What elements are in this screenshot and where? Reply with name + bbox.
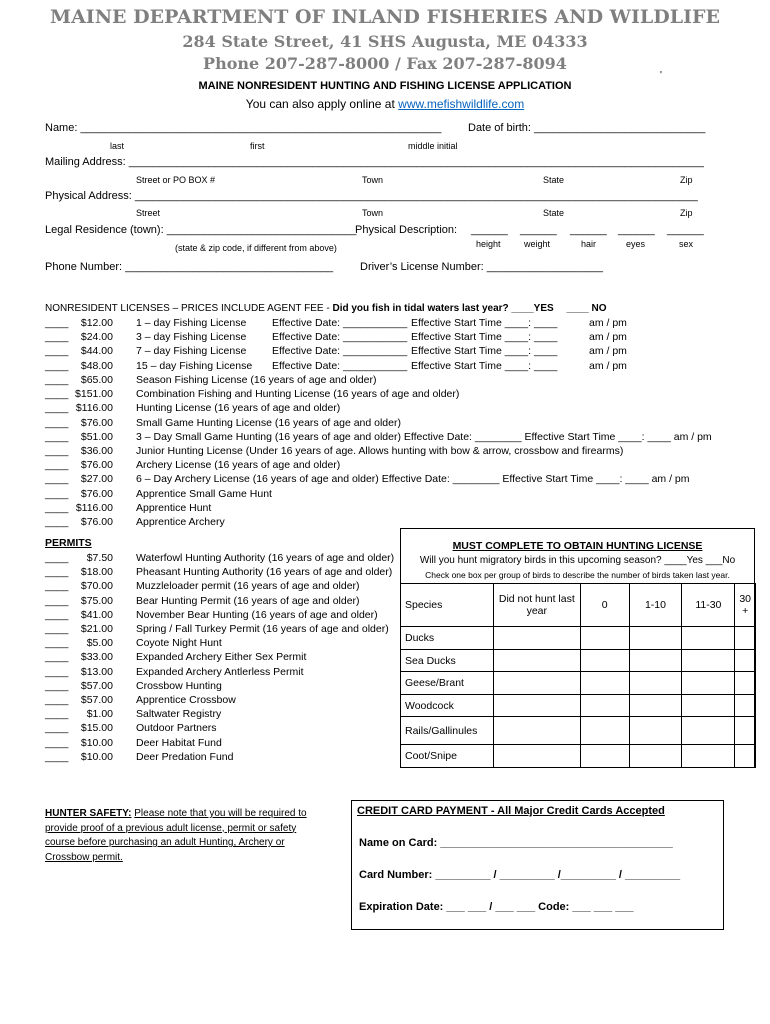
permit-price: $75.00 (80, 594, 113, 607)
eleven-to-thirty-header: 11-30 (682, 584, 735, 627)
purchase-blank[interactable]: ____ (45, 594, 69, 607)
bird-table-header (401, 584, 756, 627)
bird-count-cell[interactable] (580, 717, 629, 745)
license-price: $12.00 (80, 317, 113, 329)
name-label: Name: (45, 122, 78, 134)
purchase-blank[interactable]: ____ (45, 317, 69, 329)
am-pm-choice[interactable]: am / pm (589, 331, 627, 344)
dob-field[interactable] (468, 122, 705, 134)
purchase-blank[interactable]: ____ (45, 374, 69, 386)
bird-species-row (401, 627, 756, 650)
website-link[interactable]: www.mefishwildlife.com (398, 97, 525, 111)
drivers-license-line: ___________________ (486, 261, 604, 273)
purchase-blank[interactable]: ____ (45, 345, 69, 358)
purchase-blank[interactable]: ____ (45, 566, 69, 579)
stray-mark: ' (660, 70, 662, 81)
license-row (45, 459, 745, 473)
effective-date-field[interactable]: Effective Date: ___________ (272, 345, 408, 358)
bird-species-row (401, 717, 756, 745)
permit-row (45, 580, 400, 594)
bird-count-cell[interactable] (735, 672, 756, 695)
tidal-waters-no[interactable]: ____ NO (566, 303, 607, 314)
licenses-heading (45, 303, 607, 314)
permit-row (45, 722, 400, 736)
permit-description: November Bear Hunting (16 years of age and older) (136, 608, 378, 621)
permit-description: Waterfowl Hunting Authority (16 years of age and older) (136, 552, 395, 564)
permit-description: Saltwater Registry (136, 708, 222, 721)
height-caption: height (476, 239, 501, 249)
license-row (45, 417, 745, 431)
physical-zip-caption: Zip (680, 208, 693, 218)
bird-count-cell[interactable] (580, 650, 629, 672)
permit-row (45, 566, 400, 580)
migratory-instruction: Check one box per group of birds to describe the number of birds taken last year. (425, 570, 730, 580)
drivers-license-label: Driver’s License Number: (360, 261, 484, 273)
name-line: ___________________________________________________________ (80, 122, 442, 134)
permit-price: $10.00 (80, 736, 113, 749)
physical-address-line: ____________________________________________________________________________________________ (134, 190, 698, 202)
bird-species-row (401, 672, 756, 695)
permit-price: $18.00 (80, 566, 113, 579)
online-prefix: You can also apply online at (245, 97, 395, 111)
license-price: $27.00 (80, 473, 113, 486)
bird-count-cell[interactable] (493, 695, 580, 717)
permit-description: Deer Predation Fund (136, 750, 234, 763)
permit-row (45, 751, 400, 765)
license-description: Junior Hunting License (Under 16 years of age. Allows hunting with bow & arrow, crossbow and firearms) (136, 445, 624, 457)
license-row (45, 331, 745, 345)
bird-count-cell[interactable] (682, 672, 735, 695)
migratory-question[interactable]: Will you hunt migratory birds in this upcoming season? ____Yes ___No (419, 555, 736, 566)
license-price: $76.00 (80, 487, 113, 500)
license-description: 6 – Day Archery License (16 years of age and older) Effective Date: ________ Effective Start Time ____: ____ am / pm (136, 473, 690, 486)
license-description: 3 – Day Small Game Hunting (16 years of age and older) Effective Date: ________ Effective Start Time ____: ____ am / pm (136, 430, 712, 443)
license-price: $65.00 (80, 374, 113, 386)
license-price: $116.00 (75, 402, 113, 415)
permit-row (45, 708, 400, 722)
weight-blank[interactable]: ______ (520, 224, 557, 236)
purchase-blank[interactable]: ____ (45, 402, 69, 415)
permit-price: $57.00 (80, 694, 113, 706)
permit-price: $15.00 (80, 722, 113, 735)
license-price: $44.00 (80, 345, 113, 358)
name-middle-caption: middle initial (408, 141, 458, 151)
license-price: $24.00 (80, 331, 113, 344)
name-last-caption: last (110, 141, 125, 151)
thirty-plus-header: 30 + (735, 584, 756, 627)
purchase-blank[interactable]: ____ (45, 679, 69, 692)
permit-price: $57.00 (80, 679, 113, 692)
purchase-blank[interactable]: ____ (45, 416, 69, 429)
bird-harvest-table (400, 583, 756, 768)
hunter-safety-label: HUNTER SAFETY: (45, 808, 132, 819)
license-description: Season Fishing License (16 years of age and older) (136, 374, 377, 386)
license-row (45, 388, 745, 402)
purchase-blank[interactable]: ____ (45, 516, 69, 528)
bird-count-cell[interactable] (735, 695, 756, 717)
bird-count-cell[interactable] (580, 627, 629, 650)
license-description: 3 – day Fishing License (136, 331, 247, 344)
permit-price: $33.00 (80, 651, 113, 664)
license-row (45, 374, 745, 388)
bird-count-cell[interactable] (682, 745, 735, 768)
mailing-address-label: Mailing Address: (45, 156, 126, 168)
permit-description: Pheasant Hunting Authority (16 years of age and older) (136, 566, 393, 579)
license-price: $36.00 (80, 445, 113, 457)
am-pm-choice[interactable]: am / pm (589, 317, 627, 329)
permit-row (45, 637, 400, 651)
eyes-caption: eyes (626, 239, 646, 249)
permit-row (45, 552, 400, 566)
purchase-blank[interactable]: ____ (45, 665, 69, 678)
purchase-blank[interactable]: ____ (45, 388, 69, 401)
license-description: Combination Fishing and Hunting License (16 years of age and older) (136, 388, 460, 401)
mailing-address-field[interactable] (45, 156, 704, 168)
permit-row (45, 651, 400, 665)
bird-count-cell[interactable] (493, 627, 580, 650)
bird-count-cell[interactable] (629, 650, 682, 672)
bird-count-cell[interactable] (629, 695, 682, 717)
legal-residence-note: (state & zip code, if different from above) (175, 243, 337, 253)
species-name: Geese/Brant (401, 672, 494, 695)
license-description: Apprentice Hunt (136, 501, 212, 514)
purchase-blank[interactable]: ____ (45, 651, 69, 664)
physical-town-caption: Town (362, 208, 384, 218)
hunter-safety-note (45, 807, 323, 865)
dob-line: ____________________________ (534, 122, 706, 134)
phone-line: __________________________________ (125, 261, 334, 273)
department-phone: Phone 207-287-8000 / Fax 207-287-8094 (203, 54, 567, 73)
permit-description: Deer Habitat Fund (136, 736, 222, 749)
species-name: Rails/Gallinules (401, 717, 494, 745)
species-name: Ducks (401, 627, 494, 650)
bird-count-cell[interactable] (735, 650, 756, 672)
permit-row (45, 666, 400, 680)
permit-description: Coyote Night Hunt (136, 637, 222, 650)
expiration-field[interactable]: Expiration Date: ___ ___ / ___ ___ Code: ___ ___ ___ (359, 901, 634, 913)
license-row (45, 317, 745, 331)
sex-blank[interactable]: ______ (667, 224, 704, 236)
purchase-blank[interactable]: ____ (45, 580, 69, 593)
eyes-blank[interactable]: ______ (618, 224, 655, 236)
bird-count-cell[interactable] (682, 627, 735, 650)
phone-label: Phone Number: (45, 261, 123, 273)
license-description: Archery License (16 years of age and older) (136, 459, 341, 472)
mailing-zip-caption: Zip (680, 175, 693, 185)
effective-start-field[interactable]: Effective Start Time ____: ____ (411, 359, 558, 372)
bird-species-row (401, 745, 756, 768)
hair-blank[interactable]: ______ (570, 224, 607, 236)
tidal-waters-question[interactable]: Did you fish in tidal waters last year? ____YES (332, 303, 554, 314)
permit-price: $70.00 (80, 580, 113, 593)
purchase-blank[interactable]: ____ (45, 608, 69, 621)
bird-count-cell[interactable] (629, 745, 682, 768)
purchase-blank[interactable]: ____ (45, 736, 69, 749)
physical-state-caption: State (543, 208, 565, 218)
purchase-blank[interactable]: ____ (45, 359, 69, 372)
permit-description: Crossbow Hunting (136, 679, 222, 692)
legal-residence-line: _______________________________ (166, 224, 357, 236)
am-pm-choice[interactable]: am / pm (589, 359, 627, 372)
license-description: 7 – day Fishing License (136, 345, 247, 358)
name-field[interactable] (45, 122, 441, 134)
zero-header: 0 (580, 584, 629, 627)
permit-description: Outdoor Partners (136, 722, 217, 735)
bird-count-cell[interactable] (682, 650, 735, 672)
species-name: Coot/Snipe (401, 745, 494, 768)
hunter-safety-text: Please note that you will be required to provide proof of a previous adult license, permit or safety course before purchasing an adult Hunting, Archery or Crossbow permit. (45, 808, 307, 863)
license-row (45, 502, 745, 516)
migratory-title: MUST COMPLETE TO OBTAIN HUNTING LICENSE (452, 540, 703, 552)
bird-count-cell[interactable] (735, 717, 756, 745)
license-description: Apprentice Small Game Hunt (136, 487, 272, 500)
license-price: $76.00 (80, 516, 113, 528)
purchase-blank[interactable]: ____ (45, 637, 69, 650)
purchase-blank[interactable]: ____ (45, 487, 69, 500)
license-price: $116.00 (75, 501, 113, 514)
bird-count-cell[interactable] (629, 627, 682, 650)
payment-title: CREDIT CARD PAYMENT - All Major Credit Cards Accepted (357, 805, 665, 817)
effective-start-field[interactable]: Effective Start Time ____: ____ (411, 331, 558, 344)
purchase-blank[interactable]: ____ (45, 750, 69, 763)
bird-count-cell[interactable] (735, 745, 756, 768)
license-description: 1 – day Fishing License (136, 317, 247, 329)
effective-date-field[interactable]: Effective Date: ___________ (272, 331, 408, 344)
license-description: Apprentice Archery (136, 516, 225, 528)
permit-description: Spring / Fall Turkey Permit (16 years of age and older) (136, 623, 389, 635)
license-row (45, 473, 745, 487)
card-number-field[interactable]: Card Number: _________ / _________ /_________ / _________ (359, 869, 681, 881)
drivers-license-field[interactable] (360, 261, 603, 273)
dob-label: Date of birth: (468, 122, 531, 134)
bird-count-cell[interactable] (580, 695, 629, 717)
department-address: 284 State Street, 41 SHS Augusta, ME 04333 (182, 32, 588, 51)
permits-heading: PERMITS (45, 537, 92, 549)
license-row (45, 402, 745, 416)
mailing-address-line: ______________________________________________________________________________________________ (128, 156, 704, 168)
form-title: MAINE NONRESIDENT HUNTING AND FISHING LICENSE APPLICATION (198, 80, 572, 92)
legal-residence-field[interactable] (45, 224, 356, 236)
department-heading: MAINE DEPARTMENT OF INLAND FISHERIES AND WILDLIFE (50, 6, 720, 28)
permit-description: Expanded Archery Antlerless Permit (136, 665, 304, 678)
permit-row (45, 694, 400, 708)
license-row (45, 488, 745, 502)
mailing-street-caption: Street or PO BOX # (136, 175, 216, 185)
one-to-ten-header: 1-10 (629, 584, 682, 627)
license-row (45, 445, 745, 459)
purchase-blank[interactable]: ____ (45, 459, 69, 472)
license-description: Small Game Hunting License (16 years of age and older) (136, 416, 401, 429)
purchase-blank[interactable]: ____ (45, 552, 69, 564)
permit-price: $41.00 (80, 608, 113, 621)
permit-row (45, 595, 400, 609)
species-header: Species (401, 584, 494, 627)
species-name: Woodcock (401, 695, 494, 717)
physical-street-caption: Street (136, 208, 161, 218)
bird-species-row (401, 695, 756, 717)
license-price: $151.00 (75, 388, 113, 401)
effective-start-field[interactable]: Effective Start Time ____: ____ (411, 317, 558, 329)
effective-date-field[interactable]: Effective Date: ___________ (272, 317, 408, 329)
permit-price: $5.00 (86, 637, 113, 650)
physical-description-label: Physical Description: (355, 224, 458, 236)
bird-count-cell[interactable] (629, 672, 682, 695)
bird-count-cell[interactable] (493, 650, 580, 672)
physical-address-label: Physical Address: (45, 190, 132, 202)
license-price: $48.00 (80, 359, 113, 372)
height-blank[interactable]: ______ (471, 224, 508, 236)
permit-row (45, 609, 400, 623)
permit-description: Bear Hunting Permit (16 years of age and older) (136, 594, 360, 607)
effective-start-field[interactable]: Effective Start Time ____: ____ (411, 345, 558, 358)
am-pm-choice[interactable]: am / pm (589, 345, 627, 358)
license-row (45, 345, 745, 359)
permit-price: $1.00 (86, 708, 113, 721)
weight-caption: weight (524, 239, 551, 249)
license-row (45, 431, 745, 445)
purchase-blank[interactable]: ____ (45, 623, 69, 635)
license-row (45, 360, 745, 374)
card-name-field[interactable]: Name on Card: ______________________________________ (359, 837, 673, 849)
bird-count-cell[interactable] (629, 717, 682, 745)
permit-price: $10.00 (80, 750, 113, 763)
bird-count-cell[interactable] (493, 745, 580, 768)
permit-row (45, 623, 400, 637)
purchase-blank[interactable]: ____ (45, 694, 69, 706)
bird-count-cell[interactable] (493, 672, 580, 695)
purchase-blank[interactable]: ____ (45, 722, 69, 735)
license-price: $76.00 (80, 459, 113, 472)
permit-description: Expanded Archery Either Sex Permit (136, 651, 307, 664)
permit-price: $7.50 (86, 552, 113, 564)
permit-price: $13.00 (80, 665, 113, 678)
license-price: $51.00 (80, 430, 113, 443)
effective-date-field[interactable]: Effective Date: ___________ (272, 359, 408, 372)
licenses-heading-prefix: NONRESIDENT LICENSES – PRICES INCLUDE AGENT FEE - (45, 303, 330, 314)
mailing-state-caption: State (543, 175, 565, 185)
license-description: Hunting License (16 years of age and older) (136, 402, 341, 415)
permit-description: Muzzleloader permit (16 years of age and older) (136, 580, 360, 593)
bird-count-cell[interactable] (682, 695, 735, 717)
legal-residence-label: Legal Residence (town): (45, 224, 164, 236)
purchase-blank[interactable]: ____ (45, 501, 69, 514)
mailing-town-caption: Town (362, 175, 384, 185)
purchase-blank[interactable]: ____ (45, 473, 69, 486)
bird-count-cell[interactable] (682, 717, 735, 745)
purchase-blank[interactable]: ____ (45, 430, 69, 443)
license-price: $76.00 (80, 416, 113, 429)
hair-caption: hair (581, 239, 597, 249)
sex-caption: sex (679, 239, 694, 249)
physical-address-field[interactable] (45, 190, 698, 202)
purchase-blank[interactable]: ____ (45, 445, 69, 457)
bird-count-cell[interactable] (580, 745, 629, 768)
permit-description: Apprentice Crossbow (136, 694, 236, 706)
license-description: 15 – day Fishing License (136, 359, 253, 372)
bird-species-row (401, 650, 756, 672)
purchase-blank[interactable]: ____ (45, 331, 69, 344)
bird-count-cell[interactable] (493, 717, 580, 745)
permit-price: $21.00 (80, 623, 113, 635)
bird-count-cell[interactable] (580, 672, 629, 695)
did-not-hunt-header: Did not hunt last year (493, 584, 580, 627)
bird-count-cell[interactable] (735, 627, 756, 650)
permit-row (45, 737, 400, 751)
permit-row (45, 680, 400, 694)
purchase-blank[interactable]: ____ (45, 708, 69, 721)
online-line (0, 97, 770, 111)
phone-field[interactable] (45, 261, 333, 273)
name-first-caption: first (250, 141, 265, 151)
species-name: Sea Ducks (401, 650, 494, 672)
